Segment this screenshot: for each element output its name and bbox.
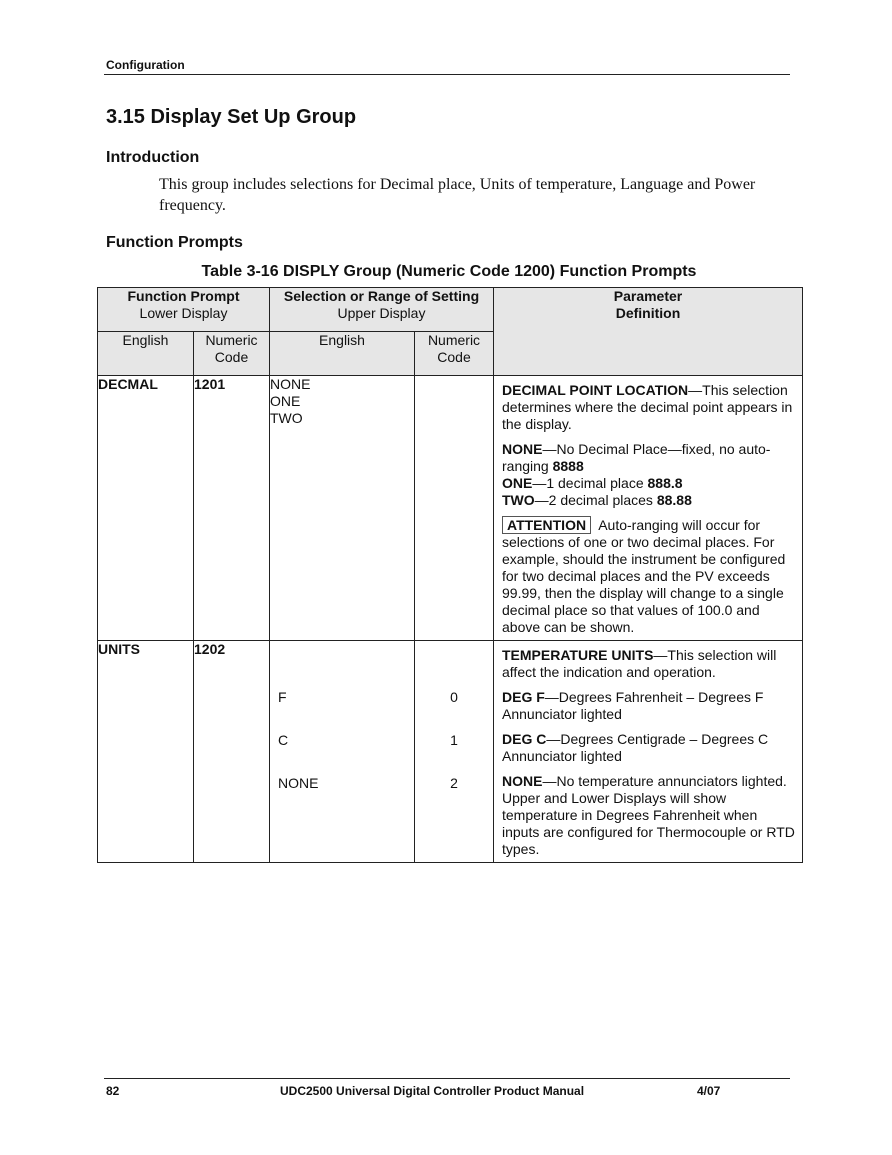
decmal-definition	[494, 376, 803, 641]
lower-display-label: Lower Display	[139, 305, 228, 321]
function-prompt-header	[98, 288, 270, 332]
units-numeric-codes	[415, 641, 494, 863]
decmal-selections	[270, 376, 415, 641]
introduction-text: This group includes selections for Decimal place, Units of temperature, Language and Power frequency.	[159, 176, 756, 214]
temperature-units-text: TEMPERATURE UNITS—This selection will affect the indication and operation.	[502, 647, 777, 680]
code-1201: 1201	[194, 376, 270, 641]
function-prompts-table	[97, 287, 803, 863]
footer-date: 4/07	[697, 1084, 721, 1098]
prompt-units: UNITS	[98, 641, 194, 863]
parameter-label: Parameter	[613, 288, 683, 304]
selection-none: NONE	[270, 376, 311, 392]
footer-rule	[104, 1078, 790, 1079]
selection-units-none: NONE	[278, 775, 319, 791]
selection-range-header	[270, 288, 494, 332]
numeric-code-1: 1	[450, 732, 458, 748]
selection-one: ONE	[270, 393, 301, 409]
decimal-point-location-text: DECIMAL POINT LOCATION—This selection determines where the decimal point appears in the display.	[502, 382, 793, 432]
deg-f-text: DEG F—Degrees Fahrenheit – Degrees F Annunciator lighted	[502, 689, 764, 722]
units-definition	[494, 641, 803, 863]
selection-two: TWO	[270, 410, 303, 426]
function-prompts-heading: Function Prompts	[106, 234, 243, 251]
units-none-text: NONE—No temperature annunciators lighted. Upper and Lower Displays will show temperature in Degrees Fahrenheit when inputs are configured for Thermocouple or RTD types.	[502, 773, 795, 857]
parameter-definition-header	[494, 288, 803, 376]
table-row-units	[98, 641, 803, 863]
upper-display-label: Upper Display	[337, 305, 426, 321]
selection-f: F	[278, 689, 287, 705]
header-rule	[104, 74, 790, 75]
selection-c: C	[278, 732, 289, 748]
code-1202: 1202	[194, 641, 270, 863]
lower-numeric-code-header: Numeric Code	[194, 332, 270, 376]
running-header: Configuration	[106, 58, 185, 72]
footer-title: UDC2500 Universal Digital Controller Product Manual	[280, 1084, 585, 1098]
numeric-code-2: 2	[450, 775, 458, 791]
attention-note: ATTENTION Auto-ranging will occur for selections of one or two decimal places. For example, should the instrument be configured for two decimal places and the PV exceeds 99.99, then the display will change to a single decimal place so that values of 100.0 and above can be shown.	[502, 517, 786, 635]
decmal-numeric-code	[415, 376, 494, 641]
upper-numeric-code-header: Numeric Code	[415, 332, 494, 376]
decimal-options-text: NONE—No Decimal Place—fixed, no auto-ranging 8888 ONE—1 decimal place 888.8 TWO—2 decimal places 88.88	[502, 441, 771, 508]
definition-label: Definition	[615, 305, 681, 321]
deg-c-text: DEG C—Degrees Centigrade – Degrees C Annunciator lighted	[502, 731, 769, 764]
selection-range-label: Selection or Range of Setting	[283, 288, 480, 304]
introduction-heading: Introduction	[106, 149, 200, 166]
attention-badge: ATTENTION	[502, 516, 591, 534]
section-title: 3.15 Display Set Up Group	[106, 106, 357, 128]
page-number: 82	[106, 1084, 120, 1098]
numeric-code-0: 0	[450, 689, 458, 705]
table-caption: Table 3-16 DISPLY Group (Numeric Code 1200) Function Prompts	[201, 263, 697, 280]
units-selections	[270, 641, 415, 863]
table-row-decmal	[98, 376, 803, 641]
prompt-decmal: DECMAL	[98, 376, 194, 641]
upper-english-header: English	[270, 332, 415, 376]
function-prompt-label: Function Prompt	[127, 288, 240, 304]
lower-english-header: English	[98, 332, 194, 376]
